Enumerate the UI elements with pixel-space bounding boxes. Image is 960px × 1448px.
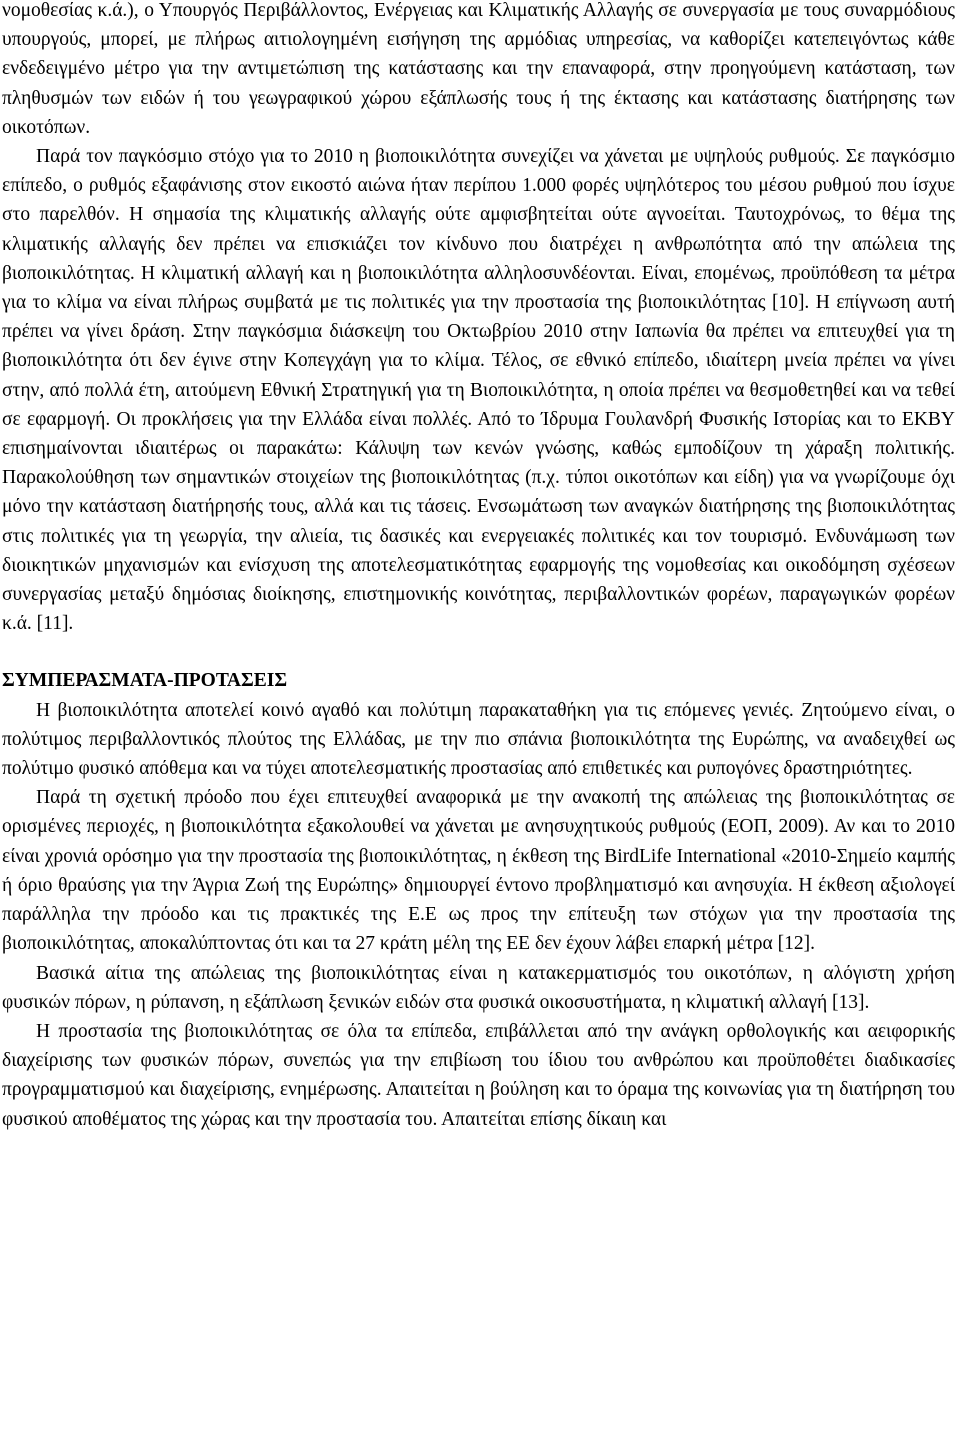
paragraph-biodiversity-loss: Παρά τον παγκόσμιο στόχο για το 2010 η βιοποικιλότητα συνεχίζει να χάνεται με υψηλούς ρυθμούς. Σε παγκόσμιο επίπεδο, ο ρυθμός εξαφάνισης στον εικοστό αιώνα ήταν περίπου 1.000 φορές υψηλότερος του μέσου ρυθμού που ίσχυε στο παρελθόν. Η σημασία της κλιματικής αλλαγής ούτε αμφισβητείται ούτε αγνοείται. Ταυτοχρόνως, το θέμα της κλιματικής αλλαγής δεν πρέπει να επισκιάζει τον κίνδυνο που διατρέχει η ανθρωπότητα από την απώλεια της βιοποικιλότητας. Η κλιματική αλλαγή και η βιοποικιλότητα αλληλοσυνδέονται. Είναι, επομένως, προϋπόθεση τα μέτρα για το κλίμα να είναι πλήρως συμβατά με τις πολιτικές για την προστασία της βιοποικιλότητας [10]. Η επίγνωση αυτή πρέπει να γίνει δράση. Στην παγκόσμια διάσκεψη του Οκτωβρίου 2010 στην Ιαπωνία θα πρέπει να επιτευχθεί για τη βιοποικιλότητα ότι δεν έγινε στην Κοπεγχάγη για το κλίμα. Τέλος, σε εθνικό επίπεδο, ιδιαίτερη μνεία πρέπει να γίνει στην, από πολλά έτη, αιτούμενη Εθνική Στρατηγική για τη Βιοποικιλότητα, η οποία πρέπει να θεσμοθετηθεί και να τεθεί σε εφαρμογή. Οι προκλήσεις για την Ελλάδα είναι πολλές. Από το Ίδρυμα Γουλανδρή Φυσικής Ιστορίας και το ΕΚΒΥ επισημαίνονται ιδιαιτέρως οι παρακάτω: Κάλυψη των κενών γνώσης, καθώς εμποδίζουν τη χάραξη πολιτικής. Παρακολούθηση των σημαντικών στοιχείων της βιοποικιλότητας (π.χ. τύποι οικοτόπων και είδη) για να γνωρίζουμε όχι μόνο την κατάσταση διατήρησής τους, αλλά και τις τάσεις. Ενσωμάτωση των αναγκών διατήρησης της βιοποικιλότητας στις πολιτικές για τη γεωργία, την αλιεία, τις δασικές και ενεργειακές πολιτικές και τον τουρισμό. Ενδυνάμωση των διοικητικών μηχανισμών και ενίσχυση της αποτελεσματικότητας εφαρμογής της νομοθεσίας και οικοδόμηση σχέσεων συνεργασίας μεταξύ δημόσιας διοίκησης, επιστημονικής κοινότητας, περιβαλλοντικών φορέων, παραγωγικών φορέων κ.ά. [11].: [2, 146, 955, 635]
paragraph-protection: Η προστασία της βιοποικιλότητας σε όλα τα επίπεδα, επιβάλλεται από την ανάγκη ορθολογικής και αειφορικής διαχείρισης των φυσικών πόρων, συνεπώς για την επιβίωση του ίδιου του ανθρώπου και προϋποθέτει διαδικασίες προγραμματισμού και διαχείρισης, ενημέρωσης. Απαιτείται η βούληση και το όραμα της κοινωνίας για τη διατήρηση του φυσικού αποθέματος της χώρας και την προστασία του. Απαιτείται επίσης δίκαιη και: [2, 1020, 955, 1130]
paragraph-continuation: νομοθεσίας κ.ά.), ο Υπουργός Περιβάλλοντος, Ενέργειας και Κλιματικής Αλλαγής σε συνεργασία με τους συναρμόδιους υπουργούς, μπορεί, με πλήρως αιτιολογημένη εισήγηση της αρμόδιας υπηρεσίας, να καθορίζει κατεπειγόντως κάθε ενδεδειγμένο μέτρο για την αντιμετώπιση της κατάστασης και την επαναφορά, στην προηγούμενη κατάσταση, των πληθυσμών των ειδών ή του γεωγραφικού χώρου εξάπλωσής τους ή της έκτασης και κατάστασης διατήρησης των οικοτόπων.: [2, 0, 955, 138]
section-heading-conclusions: ΣΥΜΠΕΡΑΣΜΑΤΑ-ΠΡΟΤΑΣΕΙΣ: [2, 670, 288, 692]
paragraph-causes: Βασικά αίτια της απώλειας της βιοποικιλότητας είναι η κατακερματισμός του οικοτόπων, η αλόγιστη χρήση φυσικών πόρων, η ρύπανση, η εξάπλωση ξενικών ειδών στα φυσικά οικοσυστήματα, η κλιματική αλλαγή [13].: [2, 962, 955, 1013]
paragraph-common-good: Η βιοποικιλότητα αποτελεί κοινό αγαθό και πολύτιμη παρακαταθήκη για τις επόμενες γενιές. Ζητούμενο είναι, ο πολύτιμος περιβαλλοντικός πλούτος της Ελλάδας, με την πιο σπάνια βιοποικιλότητα της Ευρώπης, να αναδειχθεί ως πολύτιμο φυσικό απόθεμα και να τύχει αποτελεσματικής προστασίας από επιθετικές και ρυπογόνες δραστηριότητες.: [2, 699, 955, 780]
document-page: [2, 0, 955, 1134]
paragraph-progress: Παρά τη σχετική πρόοδο που έχει επιτευχθεί αναφορικά με την ανακοπή της απώλειας της βιοποικιλότητας σε ορισμένες περιοχές, η βιοποικιλότητα εξακολουθεί να χάνεται με ανησυχητικούς ρυθμούς (ΕΟΠ, 2009). Αν και το 2010 είναι χρονιά ορόσημο για την προστασία της βιοποικιλότητας, η έκθεση της BirdLife International «2010-Σημείο καμπής ή όριο θραύσης για την Άγρια Ζωή της Ευρώπης» δημιουργεί έντονο προβληματισμό και ανησυχία. Η έκθεση αξιολογεί παράλληλα την πρόοδο και τις πρακτικές της Ε.Ε ως προς την επίτευξη των στόχων για την προστασία της βιοποικιλότητας, αποκαλύπτοντας ότι και τα 27 κράτη μέλη της ΕΕ δεν έχουν λάβει επαρκή μέτρα [12].: [2, 787, 955, 955]
